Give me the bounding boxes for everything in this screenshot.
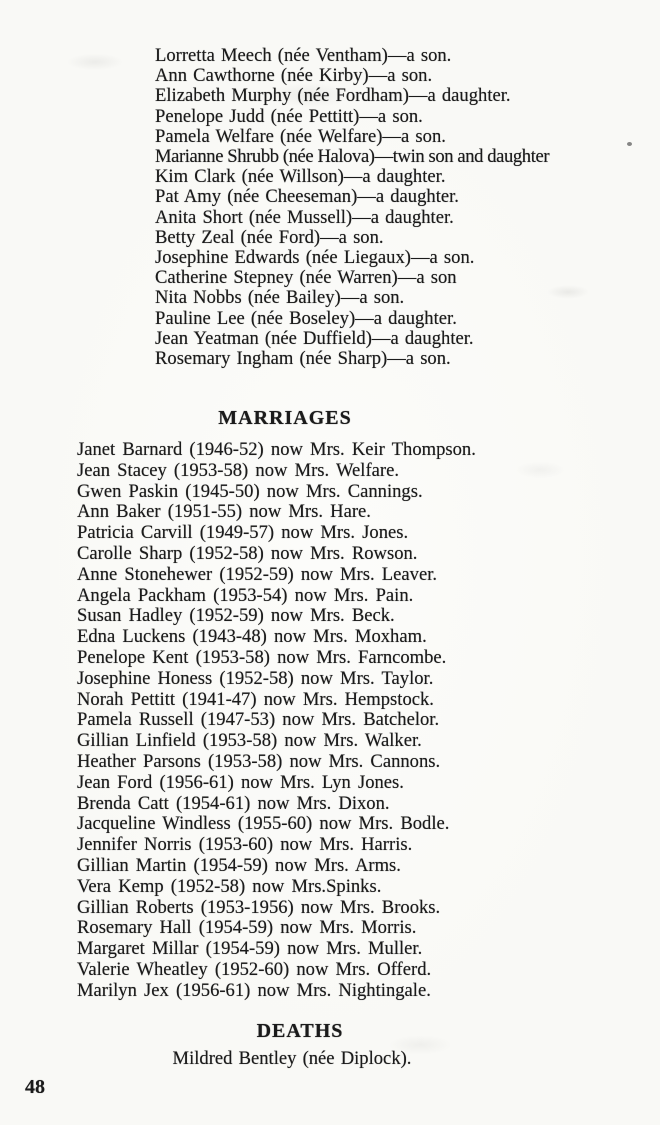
birth-entry: Kim Clark (née Willson)—a daughter. [155, 166, 446, 188]
marriages-list [77, 440, 476, 1002]
birth-entry: Catherine Stepney (née Warren)—a son [155, 267, 457, 289]
birth-entry: Penelope Judd (née Pettitt)—a son. [155, 105, 423, 127]
marriage-entry: Norah Pettitt (1941-47) now Mrs. Hempstock. [77, 688, 434, 710]
birth-entry: Ann Cawthorne (née Kirby)—a son. [155, 65, 433, 87]
marriage-entry: Josephine Honess (1952-58) now Mrs. Taylor. [77, 667, 434, 689]
birth-entry: Pauline Lee (née Boseley)—a daughter. [155, 307, 457, 329]
birth-entry: Betty Zeal (née Ford)—a son. [155, 226, 384, 248]
marriage-entry: Anne Stonehewer (1952-59) now Mrs. Leaver. [77, 563, 438, 585]
marriage-entry: Pamela Russell (1947-53) now Mrs. Batchelor. [77, 709, 440, 731]
marriages-heading: MARRIAGES [218, 407, 352, 429]
scan-speck [627, 142, 632, 146]
marriage-entry: Ann Baker (1951-55) now Mrs. Hare. [77, 501, 371, 523]
marriage-entry: Brenda Catt (1954-61) now Mrs. Dixon. [77, 792, 390, 814]
birth-entry: Josephine Edwards (née Liegaux)—a son. [155, 247, 475, 269]
marriage-entry: Gillian Roberts (1953-1956) now Mrs. Brooks. [77, 896, 441, 918]
marriage-entry: Susan Hadley (1952-59) now Mrs. Beck. [77, 605, 395, 627]
birth-entry: Anita Short (née Mussell)—a daughter. [155, 206, 454, 228]
marriage-entry: Marilyn Jex (1956-61) now Mrs. Nightingale. [77, 979, 431, 1001]
birth-entry: Elizabeth Murphy (née Fordham)—a daughter. [155, 85, 511, 107]
death-entry: Mildred Bentley (née Diplock). [172, 1048, 412, 1069]
marriage-entry: Patricia Carvill (1949-57) now Mrs. Jones. [77, 522, 409, 544]
marriage-entry: Heather Parsons (1953-58) now Mrs. Cannons. [77, 750, 441, 772]
birth-entry: Rosemary Ingham (née Sharp)—a son. [155, 348, 451, 370]
birth-entry: Nita Nobbs (née Bailey)—a son. [155, 287, 405, 309]
marriage-entry: Jean Stacey (1953-58) now Mrs. Welfare. [77, 459, 400, 481]
page-number: 48 [25, 1076, 45, 1098]
marriage-entry: Vera Kemp (1952-58) now Mrs.Spinks. [77, 875, 382, 897]
marriage-entry: Margaret Millar (1954-59) now Mrs. Muller. [77, 938, 423, 960]
birth-entry: Marianne Shrubb (née Halova)—twin son and daughter [155, 146, 550, 168]
marriage-entry: Jean Ford (1956-61) now Mrs. Lyn Jones. [77, 771, 404, 793]
birth-entry: Jean Yeatman (née Duffield)—a daughter. [155, 327, 474, 349]
birth-entry: Pamela Welfare (née Welfare)—a son. [155, 125, 446, 147]
marriage-entry: Angela Packham (1953-54) now Mrs. Pain. [77, 584, 414, 606]
marriage-entry: Jennifer Norris (1953-60) now Mrs. Harris. [77, 834, 413, 856]
marriage-entry: Rosemary Hall (1954-59) now Mrs. Morris. [77, 917, 417, 939]
birth-entry: Pat Amy (née Cheeseman)—a daughter. [155, 186, 459, 208]
marriage-entry: Valerie Wheatley (1952-60) now Mrs. Offerd. [77, 958, 432, 980]
deaths-list [0, 1049, 584, 1069]
marriage-entry: Jacqueline Windless (1955-60) now Mrs. Bodle. [77, 813, 450, 835]
marriage-entry: Gwen Paskin (1945-50) now Mrs. Cannings. [77, 480, 423, 502]
deaths-heading: DEATHS [256, 1020, 344, 1042]
birth-entry: Lorretta Meech (née Ventham)—a son. [155, 45, 452, 66]
marriage-entry: Penelope Kent (1953-58) now Mrs. Farncombe. [77, 646, 447, 668]
marriage-entry: Edna Luckens (1943-48) now Mrs. Moxham. [77, 626, 427, 648]
marriage-entry: Gillian Martin (1954-59) now Mrs. Arms. [77, 854, 401, 876]
marriage-entry: Carolle Sharp (1952-58) now Mrs. Rowson. [77, 542, 418, 564]
marriage-entry: Gillian Linfield (1953-58) now Mrs. Walker. [77, 730, 422, 752]
births-list [155, 46, 549, 369]
marriage-entry: Janet Barnard (1946-52) now Mrs. Keir Thompson. [77, 439, 476, 460]
